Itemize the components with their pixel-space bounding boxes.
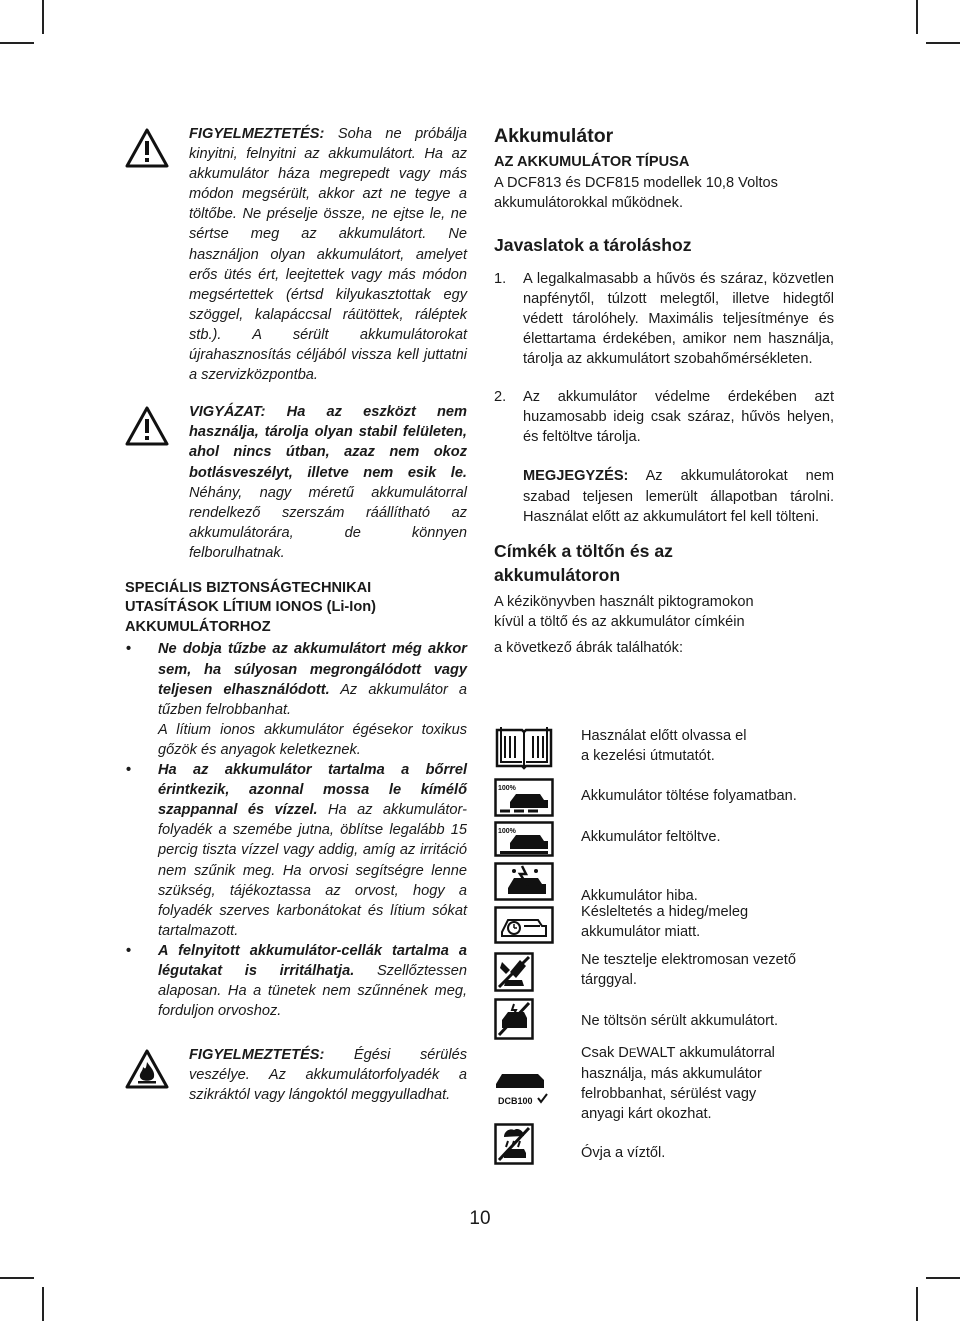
- page-number: 10: [469, 1208, 491, 1229]
- warning-text: FIGYELMEZTETÉS: Égési sérülés veszélye. Az akkumulátorfolyadék a szikráktól vagy lángoktól meggyulladhat.: [189, 1047, 467, 1104]
- left-column: [125, 124, 467, 1106]
- storage-heading: Javaslatok a tároláshoz: [494, 234, 692, 255]
- warning-triangle-icon: [125, 406, 169, 446]
- crop-mark: [916, 0, 918, 34]
- legend-text: Ne töltsön sérült akkumulátort.: [581, 1013, 779, 1029]
- list-item: 1. A legalkalmasabb a hűvös és száraz, közvetlen napfénytől, túlzott melegtől, illetve hidegtől védett tárolóhely. Maximális teljesítménye és élettartama érdekében, amikor nem használja, tárolja az akkumulátort szobahőmérsékleten.: [494, 270, 834, 368]
- battery-fault-icon: [494, 862, 554, 902]
- warning-burn: [125, 1045, 467, 1105]
- legend-text: Használat előtt olvassa el a kezelési útmutatót.: [581, 728, 747, 765]
- crop-mark: [0, 42, 34, 44]
- legend-text: Óvja a víztől.: [581, 1145, 666, 1161]
- battery-type-text: A DCF813 és DCF815 modellek 10,8 Voltos akkumulátorokkal működnek.: [494, 174, 778, 211]
- no-damaged-battery-icon: [494, 998, 534, 1040]
- special-instructions-heading: SPECIÁLIS BIZTONSÁGTECHNIKAI UTASÍTÁSOK LÍTIUM IONOS (Li-Ion) AKKUMULÁTORHOZ: [125, 579, 377, 635]
- labels-intro: A kézikönyvben használt piktogramokon kívül a töltő és az akkumulátor címkéin a következő ábrák találhatók:: [494, 593, 754, 656]
- no-conductive-probe-icon: [494, 952, 534, 992]
- warning-text: FIGYELMEZTETÉS: Soha ne próbálja kinyitni, felnyitni az akkumulátort. Ha az akkumulátor háza megrepedt vagy más módon megsérült, akkor azt ne tegye a töltőbe. Ne préselje össze, ne ejtse le, ne sértse meg az akkumulátort. Ne használjon olyan akkumulátort, amelyet erős ütés ért, leejtettek vagy más módon megsértettek (értsd kilyukasztottak egy szöggel, kalapáccsal ráütöttek, ráléptek stb.). A sérült akkumulátorokat újrahasznosítás céljából vissza kell juttatni a szervizközpontba.: [189, 126, 467, 384]
- battery-charging-icon: [494, 778, 554, 818]
- labels-heading: Címkék a töltőn és az akkumulátoron: [494, 540, 673, 585]
- crop-mark: [42, 1287, 44, 1321]
- section-title: Akkumulátor: [494, 125, 614, 147]
- legend-text: Ne tesztelje elektromosan vezető tárggyal.: [581, 952, 796, 989]
- hot-cold-delay-icon: [494, 906, 554, 944]
- storage-note: MEGJEGYZÉS: Az akkumulátorokat nem szabad teljesen lemerült állapotban tárolni. Használat előtt az akkumulátort fel kell tölteni.: [523, 468, 834, 525]
- list-item: 2. Az akkumulátor védelme érdekében azt huzamosabb ideig csak száraz, hűvös helyen, és feltöltve tárolja.: [494, 389, 834, 446]
- crop-mark: [916, 1287, 918, 1321]
- book-icon: [494, 724, 554, 770]
- crop-mark: [926, 42, 960, 44]
- list-item: • A felnyitott akkumulátor-cellák tartalma a légutakat is irritálhatja. Szellőztessen alaposan. Ha a tünetek nem szűnnének meg, forduljon orvoshoz.: [125, 941, 467, 1021]
- svg-text:100%: 100%: [498, 785, 516, 792]
- warning-triangle-icon: [125, 128, 169, 168]
- right-column: [494, 124, 834, 658]
- legend-text: Akkumulátor feltöltve.: [581, 829, 721, 845]
- fire-warning-icon: [125, 1049, 169, 1089]
- crop-mark: [926, 1277, 960, 1279]
- legend-text: Késleltetés a hideg/meleg akkumulátor miatt.: [581, 904, 749, 941]
- battery-type-heading: AZ AKKUMULÁTOR TÍPUSA: [494, 154, 690, 170]
- list-item: • Ha az akkumulátor tartalma a bőrrel érintkezik, azonnal mossa le kímélő szappannal és vízzel. Ha az akkumulátor-folyadék a szemébe jutna, öblítse legalább 15 percig tiszta vízzel vagy addig, amíg az irritáció nem szűnik meg. Ha orvosi segítségre lenne szükség, tájékoztassa az orvost, hogy a folyadék szerves karbonátokat és lítium sókat tartalmazott.: [125, 760, 467, 941]
- legend-text: Csak DEWALT akkumulátorral használja, más akkumulátor felrobbanhat, sérülést vagy anyagi kárt okozhat.: [581, 1045, 775, 1123]
- dewalt-charger-icon: [494, 1066, 550, 1110]
- legend-text: Akkumulátor hiba.: [581, 888, 698, 904]
- battery-charged-icon: [494, 821, 554, 857]
- no-water-icon: [494, 1123, 534, 1165]
- caution-storage: [125, 402, 467, 563]
- crop-mark: [0, 1277, 34, 1279]
- svg-text:DCB100: DCB100: [498, 1096, 533, 1106]
- list-item: • Ne dobja tűzbe az akkumulátort még akkor sem, ha súlyosan megrongálódott vagy teljesen elhasználódott. Az akkumulátor a tűzben felrobbanhat. A lítium ionos akkumulátor égésekor toxikus gőzök és anyagok keletkeznek.: [125, 639, 467, 760]
- special-instructions-list: [125, 639, 467, 1021]
- crop-mark: [42, 0, 44, 34]
- legend-text: Akkumulátor töltése folyamatban.: [581, 788, 797, 804]
- warning-battery-open: [125, 124, 467, 385]
- svg-text:100%: 100%: [498, 828, 516, 835]
- caution-text: VIGYÁZAT: Ha az eszközt nem használja, tárolja olyan stabil felületen, ahol nincs útban, azaz nem okoz botlásveszélyt, illetve nem esik le. Néhány, nagy méretű akkumulátorral rendelkező szerszám ráállítható az akkumulátorára, de könnyen felborulhatnak.: [189, 404, 467, 561]
- storage-list: [494, 269, 834, 448]
